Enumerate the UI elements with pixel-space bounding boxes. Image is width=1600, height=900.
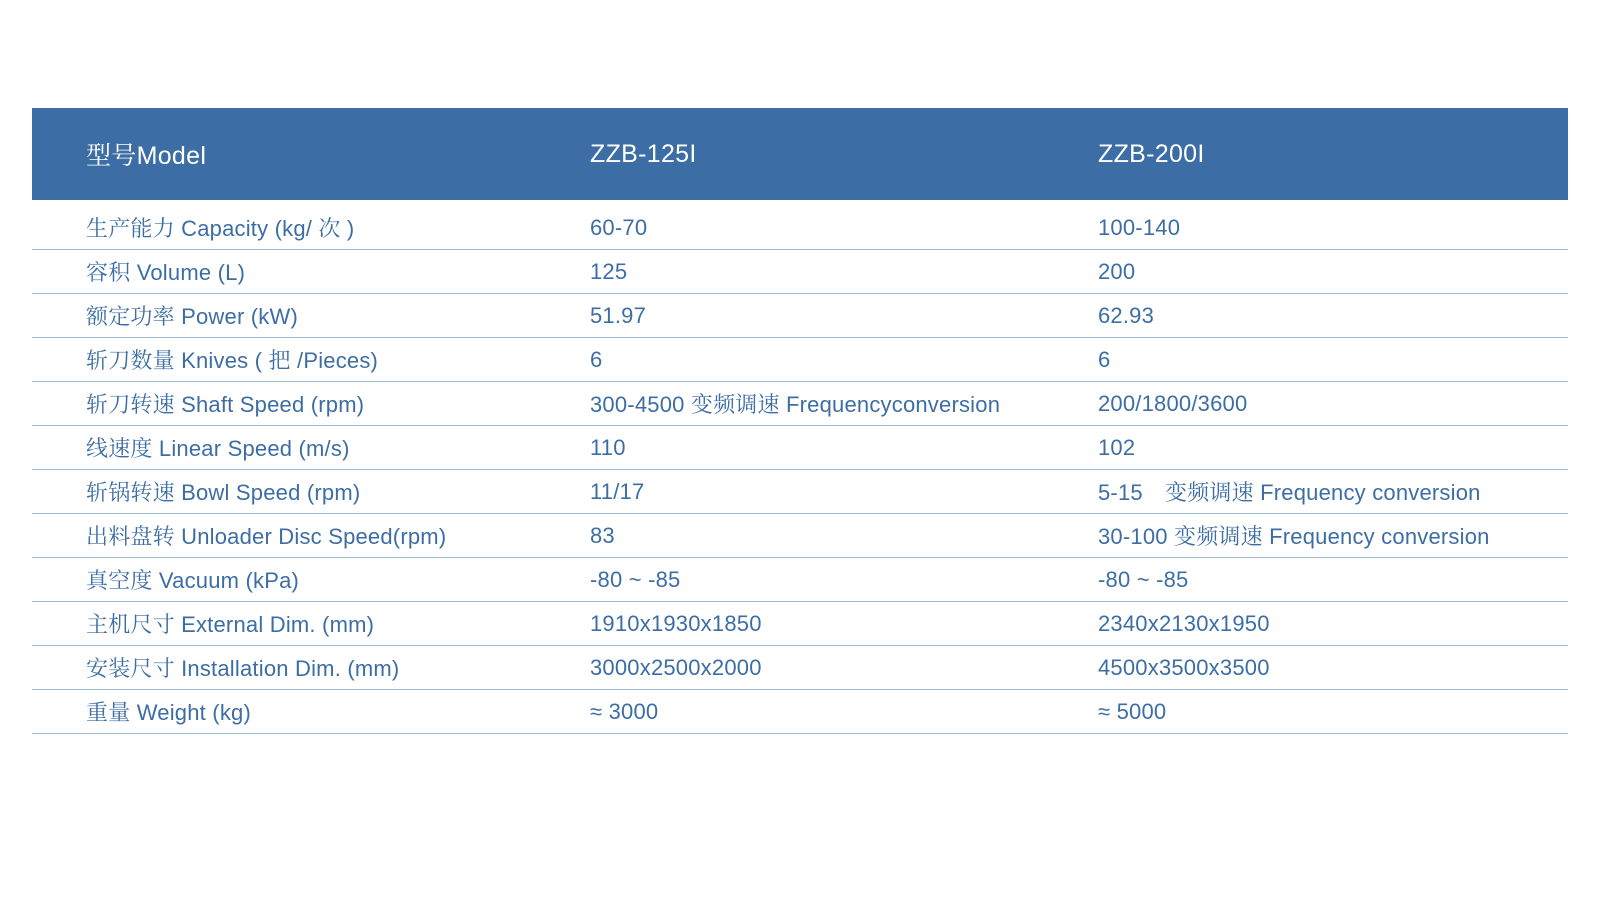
table-row xyxy=(32,294,1568,338)
table-row xyxy=(32,558,1568,602)
row-label: 线速度 Linear Speed (m/s) xyxy=(32,426,572,470)
row-value-col1: 3000x2500x2000 xyxy=(572,646,1080,690)
row-label: 容积 Volume (L) xyxy=(32,250,572,294)
table-header-row xyxy=(32,108,1568,200)
row-value-col1: -80 ~ -85 xyxy=(572,558,1080,602)
table-row xyxy=(32,690,1568,734)
row-value-col1: 60-70 xyxy=(572,200,1080,250)
table-row xyxy=(32,426,1568,470)
row-value-col1: 300-4500 变频调速 Frequencyconversion xyxy=(572,382,1080,426)
row-value-col2: 30-100 变频调速 Frequency conversion xyxy=(1080,514,1568,558)
row-label: 额定功率 Power (kW) xyxy=(32,294,572,338)
row-label: 斩锅转速 Bowl Speed (rpm) xyxy=(32,470,572,514)
row-value-col1: 110 xyxy=(572,426,1080,470)
row-label: 斩刀数量 Knives ( 把 /Pieces) xyxy=(32,338,572,382)
table-row xyxy=(32,338,1568,382)
table-row xyxy=(32,200,1568,250)
row-value-col1: 11/17 xyxy=(572,470,1080,514)
table-row xyxy=(32,602,1568,646)
row-value-col2: 200/1800/3600 xyxy=(1080,382,1568,426)
row-value-col2: -80 ~ -85 xyxy=(1080,558,1568,602)
row-value-col1: ≈ 3000 xyxy=(572,690,1080,734)
header-model-zzb200i: ZZB-200I xyxy=(1080,108,1568,200)
table-row xyxy=(32,514,1568,558)
row-value-col2: 4500x3500x3500 xyxy=(1080,646,1568,690)
table-header xyxy=(32,108,1568,200)
row-label: 斩刀转速 Shaft Speed (rpm) xyxy=(32,382,572,426)
row-label: 主机尺寸 External Dim. (mm) xyxy=(32,602,572,646)
row-value-col2: 2340x2130x1950 xyxy=(1080,602,1568,646)
table-row xyxy=(32,250,1568,294)
header-model: 型号Model xyxy=(32,108,572,200)
header-model-zzb125i: ZZB-125I xyxy=(572,108,1080,200)
specifications-table xyxy=(32,108,1568,734)
row-value-col2: 100-140 xyxy=(1080,200,1568,250)
row-value-col1: 1910x1930x1850 xyxy=(572,602,1080,646)
row-label: 出料盘转 Unloader Disc Speed(rpm) xyxy=(32,514,572,558)
row-value-col2: 102 xyxy=(1080,426,1568,470)
table-row xyxy=(32,470,1568,514)
row-value-col1: 6 xyxy=(572,338,1080,382)
row-value-col1: 83 xyxy=(572,514,1080,558)
row-label: 安装尺寸 Installation Dim. (mm) xyxy=(32,646,572,690)
row-value-col2: 5-15 变频调速 Frequency conversion xyxy=(1080,470,1568,514)
row-value-col1: 125 xyxy=(572,250,1080,294)
table-row xyxy=(32,382,1568,426)
row-value-col2: ≈ 5000 xyxy=(1080,690,1568,734)
row-label: 重量 Weight (kg) xyxy=(32,690,572,734)
row-value-col2: 62.93 xyxy=(1080,294,1568,338)
row-value-col2: 200 xyxy=(1080,250,1568,294)
table-row xyxy=(32,646,1568,690)
row-value-col1: 51.97 xyxy=(572,294,1080,338)
table-body xyxy=(32,200,1568,734)
row-value-col2: 6 xyxy=(1080,338,1568,382)
row-label: 生产能力 Capacity (kg/ 次 ) xyxy=(32,200,572,250)
row-label: 真空度 Vacuum (kPa) xyxy=(32,558,572,602)
